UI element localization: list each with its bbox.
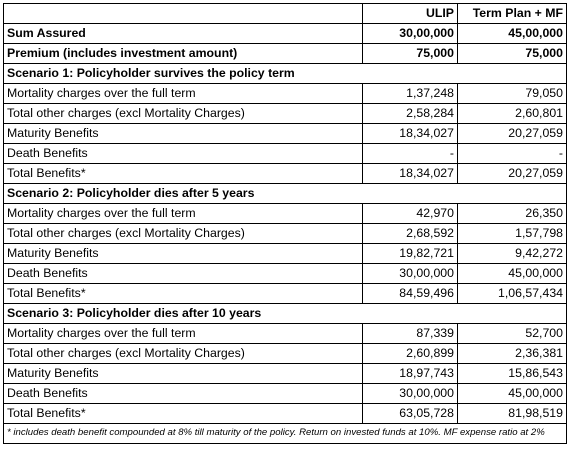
ulip-value: 18,34,027 — [363, 124, 458, 144]
table-row — [4, 204, 567, 224]
term-value: 79,050 — [458, 84, 567, 104]
ulip-value: 2,60,899 — [363, 344, 458, 364]
ulip-value: - — [363, 144, 458, 164]
row-label: Total other charges (excl Mortality Charges) — [4, 344, 363, 364]
ulip-value: 18,34,027 — [363, 164, 458, 184]
row-label: Mortality charges over the full term — [4, 84, 363, 104]
term-value: 15,86,543 — [458, 364, 567, 384]
term-value: 45,00,000 — [458, 24, 567, 44]
ulip-value: 18,97,743 — [363, 364, 458, 384]
scenario-1-heading — [4, 64, 567, 84]
table-row — [4, 164, 567, 184]
table-row — [4, 144, 567, 164]
term-value: 9,42,272 — [458, 244, 567, 264]
ulip-value: 30,00,000 — [363, 384, 458, 404]
row-label: Total Benefits* — [4, 164, 363, 184]
term-value: 20,27,059 — [458, 164, 567, 184]
ulip-value: 87,339 — [363, 324, 458, 344]
ulip-vs-term-plan-table — [3, 3, 567, 444]
scenario-title: Scenario 1: Policyholder survives the policy term — [4, 64, 567, 84]
row-label: Mortality charges over the full term — [4, 204, 363, 224]
header-ulip: ULIP — [363, 4, 458, 24]
ulip-value: 42,970 — [363, 204, 458, 224]
sum-assured-row — [4, 24, 567, 44]
row-label: Premium (includes investment amount) — [4, 44, 363, 64]
table-row — [4, 284, 567, 304]
term-value: 45,00,000 — [458, 264, 567, 284]
table-row — [4, 84, 567, 104]
ulip-value: 30,00,000 — [363, 24, 458, 44]
term-value: 45,00,000 — [458, 384, 567, 404]
ulip-value: 75,000 — [363, 44, 458, 64]
row-label: Mortality charges over the full term — [4, 324, 363, 344]
term-value: 20,27,059 — [458, 124, 567, 144]
scenario-2-heading — [4, 184, 567, 204]
row-label: Total other charges (excl Mortality Charges) — [4, 104, 363, 124]
table-row — [4, 264, 567, 284]
row-label: Maturity Benefits — [4, 244, 363, 264]
term-value: 1,06,57,434 — [458, 284, 567, 304]
term-value: 52,700 — [458, 324, 567, 344]
ulip-value: 63,05,728 — [363, 404, 458, 424]
term-value: 26,350 — [458, 204, 567, 224]
header-empty-cell — [4, 4, 363, 24]
term-value: 2,36,381 — [458, 344, 567, 364]
row-label: Death Benefits — [4, 384, 363, 404]
row-label: Maturity Benefits — [4, 124, 363, 144]
ulip-value: 2,58,284 — [363, 104, 458, 124]
row-label: Death Benefits — [4, 264, 363, 284]
row-label: Death Benefits — [4, 144, 363, 164]
scenario-3-heading — [4, 304, 567, 324]
row-label: Total other charges (excl Mortality Charges) — [4, 224, 363, 244]
row-label: Total Benefits* — [4, 404, 363, 424]
table-row — [4, 344, 567, 364]
footnote-row — [4, 424, 567, 444]
term-value: 1,57,798 — [458, 224, 567, 244]
table-row — [4, 324, 567, 344]
ulip-value: 2,68,592 — [363, 224, 458, 244]
ulip-value: 30,00,000 — [363, 264, 458, 284]
scenario-title: Scenario 3: Policyholder dies after 10 years — [4, 304, 567, 324]
scenario-title: Scenario 2: Policyholder dies after 5 years — [4, 184, 567, 204]
table-row — [4, 124, 567, 144]
row-label: Total Benefits* — [4, 284, 363, 304]
ulip-value: 1,37,248 — [363, 84, 458, 104]
column-header-row — [4, 4, 567, 24]
table-row — [4, 404, 567, 424]
table-row — [4, 244, 567, 264]
table-row — [4, 104, 567, 124]
term-value: 81,98,519 — [458, 404, 567, 424]
footnote: * includes death benefit compounded at 8% till maturity of the policy. Return on invested funds at 10%. MF expense ratio at 2% — [4, 424, 567, 444]
term-value: 75,000 — [458, 44, 567, 64]
ulip-value: 84,59,496 — [363, 284, 458, 304]
header-term-plan-mf: Term Plan + MF — [458, 4, 567, 24]
term-value: 2,60,801 — [458, 104, 567, 124]
ulip-value: 19,82,721 — [363, 244, 458, 264]
comparison-table-container — [3, 3, 566, 444]
term-value: - — [458, 144, 567, 164]
row-label: Sum Assured — [4, 24, 363, 44]
table-row — [4, 364, 567, 384]
table-row — [4, 384, 567, 404]
premium-row — [4, 44, 567, 64]
table-row — [4, 224, 567, 244]
row-label: Maturity Benefits — [4, 364, 363, 384]
